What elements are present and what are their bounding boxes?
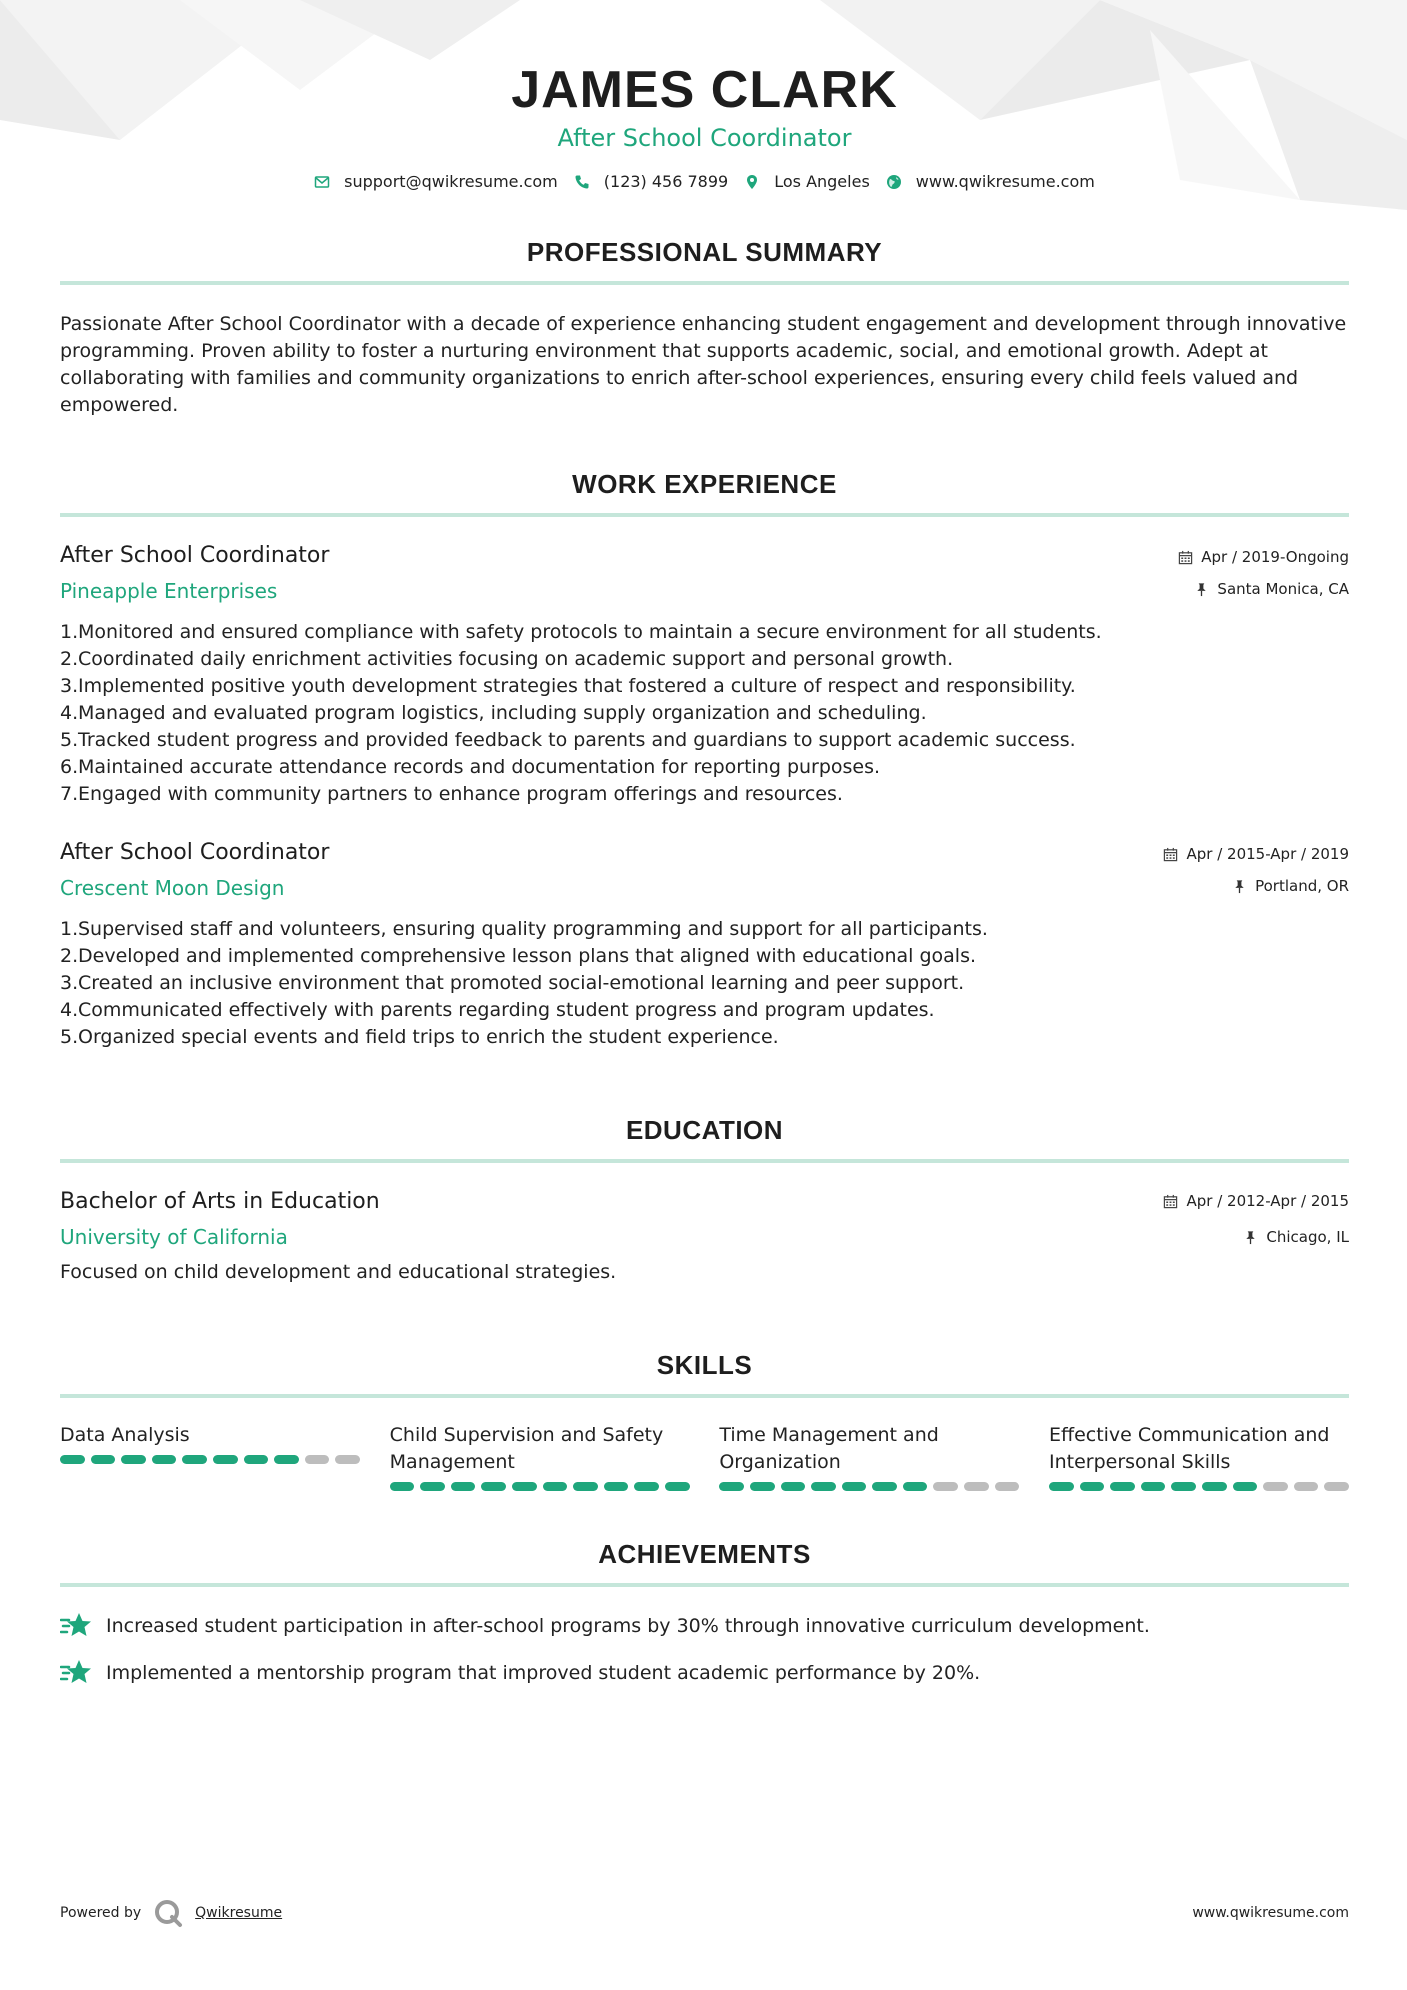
skill-level-segment [274, 1455, 299, 1464]
education-location: Chicago, IL [1266, 1228, 1349, 1246]
list-item: 6. Maintained accurate attendance records and documentation for reporting purposes. [60, 756, 881, 778]
skill-level-segment [244, 1455, 269, 1464]
skill-level-segment [335, 1455, 360, 1464]
skill-level-segment [1233, 1482, 1258, 1491]
job-bullets [60, 916, 1349, 1051]
powered-by [60, 1898, 282, 1928]
list-item: 4. Managed and evaluated program logistics, including supply organization and scheduling. [60, 702, 927, 724]
skill-level-segment [933, 1482, 958, 1491]
skill-level-segment [1171, 1482, 1196, 1491]
skill-level-segment [512, 1482, 537, 1491]
achievements-list [60, 1611, 1349, 1688]
location-text: Los Angeles [774, 172, 870, 191]
skill-item [60, 1422, 360, 1491]
degree-title: Bachelor of Arts in Education [60, 1189, 380, 1214]
experience-heading: WORK EXPERIENCE [572, 469, 837, 499]
star-icon [60, 1611, 92, 1641]
skill-level-segment [903, 1482, 928, 1491]
job-title: After School Coordinator [60, 840, 330, 865]
skill-level-segment [121, 1455, 146, 1464]
star-icon [60, 1658, 92, 1688]
skill-level-segment [213, 1455, 238, 1464]
skill-level-segment [750, 1482, 775, 1491]
list-item: 4. Communicated effectively with parents regarding student progress and program updates. [60, 999, 935, 1021]
job-title: After School Coordinator [60, 543, 330, 568]
calendar-icon [1178, 550, 1193, 565]
list-item: 2. Coordinated daily enrichment activities focusing on academic support and personal growth. [60, 648, 954, 670]
globe-icon [886, 174, 902, 190]
skill-level-segment [60, 1455, 85, 1464]
skill-level-segment [1049, 1482, 1074, 1491]
list-item: 2. Developed and implemented comprehensive lesson plans that aligned with educational goals. [60, 945, 977, 967]
skill-level-segment [420, 1482, 445, 1491]
skill-level-bar [1049, 1482, 1349, 1491]
job-location: Santa Monica, CA [1217, 580, 1349, 598]
skill-level-segment [719, 1482, 744, 1491]
job-entry [60, 838, 1349, 1051]
skills-section [60, 1348, 1349, 1491]
pushpin-icon [1243, 1230, 1258, 1245]
skill-level-segment [665, 1482, 690, 1491]
skill-level-segment [781, 1482, 806, 1491]
skill-level-segment [182, 1455, 207, 1464]
education-entry [60, 1187, 1349, 1286]
list-item: 7. Engaged with community partners to enhance program offerings and resources. [60, 783, 843, 805]
calendar-icon [1163, 847, 1178, 862]
school-name: University of California [60, 1225, 288, 1249]
phone-icon [574, 174, 590, 190]
list-item: 3. Created an inclusive environment that promoted social-emotional learning and peer support. [60, 972, 965, 994]
skill-level-segment [543, 1482, 568, 1491]
company-name: Pineapple Enterprises [60, 579, 278, 603]
candidate-role: After School Coordinator [557, 124, 852, 152]
skill-level-segment [91, 1455, 116, 1464]
job-bullets [60, 619, 1349, 808]
pushpin-icon [1232, 879, 1247, 894]
qwikresume-link[interactable]: Qwikresume [195, 1905, 283, 1921]
skill-level-segment [1141, 1482, 1166, 1491]
skill-level-segment [811, 1482, 836, 1491]
skill-level-segment [964, 1482, 989, 1491]
summary-section [60, 235, 1349, 419]
contact-location [744, 172, 870, 191]
contact-phone[interactable] [574, 172, 728, 191]
skill-name: Time Management and Organization [719, 1424, 939, 1473]
resume-header [60, 0, 1349, 191]
achievement-text: Implemented a mentorship program that improved student academic performance by 20%. [106, 1661, 981, 1684]
skill-level-segment [1110, 1482, 1135, 1491]
education-dates: Apr / 2012-Apr / 2015 [1186, 1192, 1349, 1210]
company-name: Crescent Moon Design [60, 876, 285, 900]
email-text: support@qwikresume.com [344, 172, 558, 191]
skill-item [1049, 1422, 1349, 1491]
skill-level-segment [573, 1482, 598, 1491]
skill-level-segment [451, 1482, 476, 1491]
skill-level-segment [1294, 1482, 1319, 1491]
section-divider [60, 1394, 1349, 1398]
summary-text: Passionate After School Coordinator with a decade of experience enhancing student engagement and development through innovative programming. Proven ability to foster a nurturing environment that supports academic, social, and emotional growth. Adept at collaborating with families and community organizations to enrich after-school experiences, ensuring every child feels valued and empowered. [60, 313, 1347, 416]
section-divider [60, 1159, 1349, 1163]
skill-item [390, 1422, 690, 1491]
skill-name: Effective Communication and Interpersonal Skills [1048, 1424, 1330, 1473]
skill-level-segment [872, 1482, 897, 1491]
skill-level-segment [1263, 1482, 1288, 1491]
skill-level-segment [634, 1482, 659, 1491]
skill-item [719, 1422, 1019, 1491]
skills-heading: SKILLS [656, 1350, 753, 1380]
skill-level-bar [719, 1482, 1019, 1491]
section-divider [60, 281, 1349, 285]
qwikresume-logo-icon [153, 1898, 183, 1928]
achievement-text: Increased student participation in after-school programs by 30% through innovative curriculum development. [106, 1614, 1150, 1637]
list-item: 1. Monitored and ensured compliance with safety protocols to maintain a secure environment for all students. [60, 621, 1102, 643]
page-footer [60, 1898, 1349, 1928]
skill-level-segment [1080, 1482, 1105, 1491]
education-description: Focused on child development and educational strategies. [60, 1261, 617, 1283]
candidate-name: JAMES CLARK [511, 61, 898, 119]
job-location: Portland, OR [1255, 877, 1349, 895]
education-section [60, 1113, 1349, 1286]
skill-level-bar [60, 1455, 360, 1464]
map-pin-icon [744, 174, 760, 190]
website-text: www.qwikresume.com [915, 172, 1095, 191]
job-dates: Apr / 2015-Apr / 2019 [1186, 845, 1349, 863]
resume-page [60, 0, 1349, 1688]
section-divider [60, 1583, 1349, 1587]
contact-bar [60, 172, 1349, 191]
skill-level-segment [842, 1482, 867, 1491]
list-item: 5. Organized special events and field trips to enrich the student experience. [60, 1026, 779, 1048]
skill-level-segment [390, 1482, 415, 1491]
skill-level-segment [152, 1455, 177, 1464]
skill-name: Child Supervision and Safety Management [389, 1424, 664, 1473]
achievement-item [60, 1611, 1349, 1641]
footer-website[interactable]: www.qwikresume.com [1192, 1905, 1349, 1921]
skill-name: Data Analysis [60, 1424, 190, 1446]
summary-heading: PROFESSIONAL SUMMARY [526, 237, 883, 267]
skill-level-segment [481, 1482, 506, 1491]
achievement-item [60, 1658, 1349, 1688]
calendar-icon [1163, 1194, 1178, 1209]
skill-level-segment [305, 1455, 330, 1464]
skills-grid [60, 1422, 1349, 1491]
job-entry [60, 541, 1349, 808]
skill-level-bar [390, 1482, 690, 1491]
skill-level-segment [1202, 1482, 1227, 1491]
powered-by-label: Powered by [60, 1905, 142, 1921]
list-item: 3. Implemented positive youth development strategies that fostered a culture of respect and responsibility. [60, 675, 1076, 697]
envelope-icon [314, 174, 330, 190]
achievements-section [60, 1537, 1349, 1688]
skill-level-segment [604, 1482, 629, 1491]
pushpin-icon [1194, 582, 1209, 597]
education-heading: EDUCATION [625, 1115, 784, 1145]
list-item: 1. Supervised staff and volunteers, ensuring quality programming and support for all participants. [60, 918, 988, 940]
skill-level-segment [1324, 1482, 1349, 1491]
experience-section [60, 467, 1349, 1051]
list-item: 5. Tracked student progress and provided feedback to parents and guardians to support academic success. [60, 729, 1076, 751]
contact-email[interactable] [314, 172, 558, 191]
skill-level-segment [995, 1482, 1020, 1491]
achievements-heading: ACHIEVEMENTS [598, 1539, 811, 1569]
section-divider [60, 513, 1349, 517]
job-dates: Apr / 2019-Ongoing [1201, 548, 1349, 566]
contact-website[interactable] [886, 172, 1095, 191]
phone-text: (123) 456 7899 [603, 172, 729, 191]
